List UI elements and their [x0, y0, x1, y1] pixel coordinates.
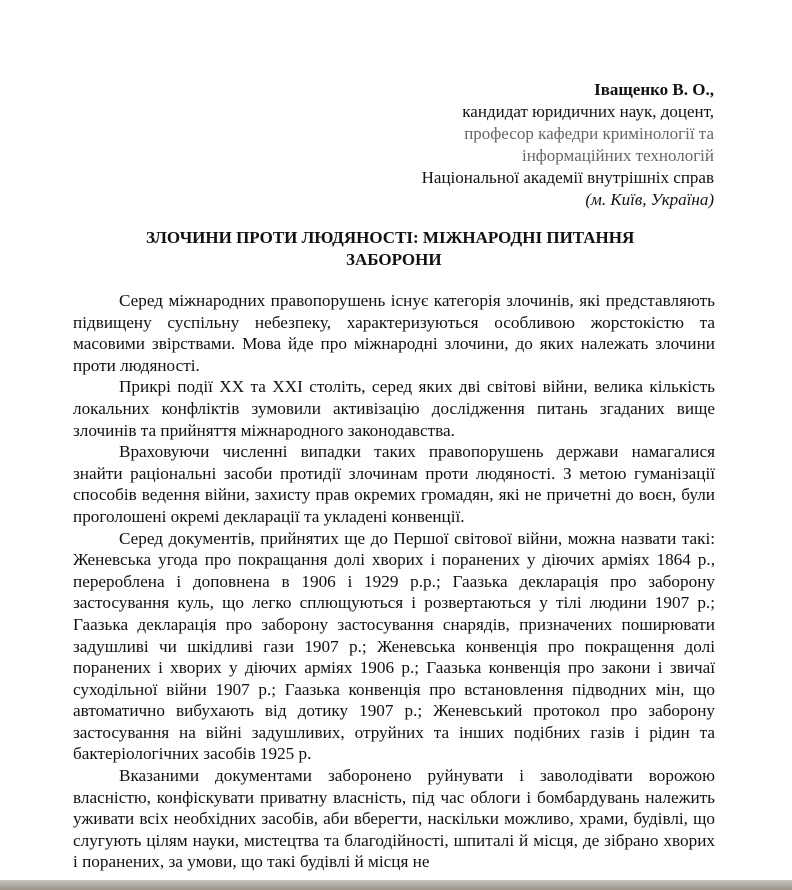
author-position-line1: професор кафедри кримінології та: [464, 124, 714, 143]
article-body: [73, 290, 715, 873]
author-location: (м. Київ, Україна): [585, 190, 714, 209]
paragraph: Серед документів, прийнятих ще до Першої світової війни, можна назвати такі: Женевська угода про покращання долі хворих і поранених у діючих арміях 1864 р., перероблена і доповнена в 1906 і 1929 р.р.; Гаазька декларація про заборону застосування куль, що легко сплющуються і розвертаються у тілі людини 1907 р.; Гаазька декларація про заборону застосування снарядів, призначених поширювати задушливі чи шкідливі гази 1907 р.; Женевська конвенція про покращення долі поранених і хворих у діючих арміях 1906 р.; Гаазька конвенція про закони і звичаї суходільної війни 1907 р.; Гаазька конвенція про встановлення підводних мін, що автоматично вибухають від дотику 1907 р.; Женевський протокол про заборону застосування на війні задушливих, отруйних та інших подібних газів і рідин та бактеріологічних засобів 1925 р.: [73, 528, 715, 764]
paragraph: Враховуючи численні випадки таких правопорушень держави намагалися знайти раціональні засоби протидії злочинам проти людяності. З метою гуманізації способів ведення війни, захисту прав окремих громадян, які не причетні до воєн, були проголошені окремі декларації та укладені конвенції.: [73, 442, 715, 526]
author-name: Іващенко В. О.,: [594, 80, 714, 99]
article-title: [146, 227, 706, 271]
paragraph: Серед міжнародних правопорушень існує категорія злочинів, які представляють підвищену суспільну небезпеку, характеризуються особливою жорстокістю та масовими звірствами. Мова йде про міжнародні злочини, до яких належать злочини проти людяності.: [73, 291, 715, 375]
paragraph: Прикрі події XX та XXI століть, серед яких дві світові війни, велика кількість локальних конфліктів зумовили активізацію дослідження питань згаданих вище злочинів та прийняття міжнародного законодавства.: [73, 377, 715, 440]
title-line1: ЗЛОЧИНИ ПРОТИ ЛЮДЯНОСТІ: МІЖНАРОДНІ ПИТАННЯ: [146, 228, 635, 247]
author-position-line2: інформаційних технологій: [521, 146, 714, 165]
author-degree: кандидат юридичних наук, доцент,: [462, 102, 714, 121]
author-block: [422, 79, 714, 211]
scan-bottom-edge: [0, 880, 792, 890]
author-institution: Національної академії внутрішніх справ: [421, 168, 714, 187]
title-line2: ЗАБОРОНИ: [346, 250, 442, 269]
paragraph: Вказаними документами заборонено руйнувати і заволодівати ворожою власністю, конфіскувати приватну власність, під час облоги і бомбардувань належить уживати всіх необхідних засобів, аби вберегти, наскільки можливо, храми, будівлі, що слугують цілям науки, мистецтва та благодійності, шпиталі й місця, де зібрано хворих і поранених, за умови, що такі будівлі й місця не: [73, 766, 715, 872]
